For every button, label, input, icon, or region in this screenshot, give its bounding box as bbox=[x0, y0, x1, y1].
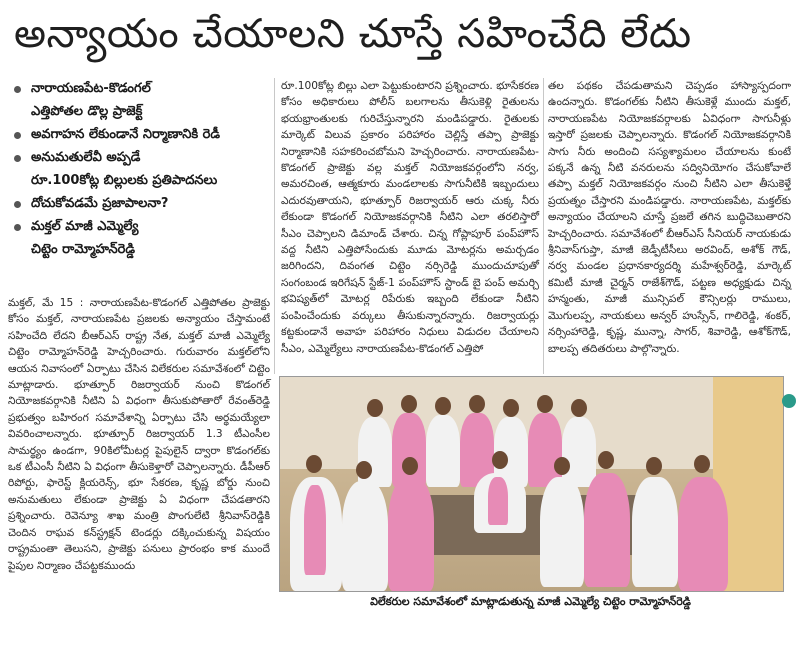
photo-person bbox=[388, 477, 434, 591]
highlight-bullets bbox=[8, 78, 270, 262]
photo-person bbox=[392, 413, 426, 487]
bullet-dot-icon bbox=[14, 224, 21, 231]
column-divider bbox=[274, 78, 275, 374]
press-meet-photo bbox=[279, 376, 784, 592]
photo-head bbox=[492, 451, 508, 469]
bullet-item bbox=[8, 78, 270, 101]
bullet-item bbox=[8, 216, 270, 239]
photo-head bbox=[537, 395, 553, 413]
photo-head bbox=[367, 399, 383, 417]
photo-person bbox=[342, 481, 388, 591]
photo-person bbox=[528, 413, 562, 487]
bullet-item bbox=[8, 193, 270, 216]
photo-head bbox=[401, 395, 417, 413]
photo-head bbox=[356, 461, 372, 479]
bullet-item bbox=[8, 170, 270, 193]
bullet-dot-icon bbox=[14, 201, 21, 208]
bullet-text: మక్తల్ మాజీ ఎమ్మెల్యే bbox=[31, 219, 139, 235]
photo-person bbox=[426, 415, 460, 487]
bullet-text: నారాయణపేట-కొడంగల్ bbox=[31, 81, 151, 97]
bullet-item bbox=[8, 124, 270, 147]
column-left bbox=[8, 78, 270, 572]
side-marker-icon bbox=[782, 394, 796, 408]
photo-head bbox=[503, 399, 519, 417]
photo-person bbox=[678, 477, 728, 591]
photo-head bbox=[571, 399, 587, 417]
bullet-text: రూ.100కోట్ల బిల్లులకు ప్రతిపాదనలు bbox=[31, 173, 218, 189]
photo-scarf bbox=[304, 485, 326, 575]
bullet-text: దోచుకోవడమే ప్రజాపాలనా? bbox=[31, 196, 169, 212]
bullet-dot-icon bbox=[14, 86, 21, 93]
photo-head bbox=[554, 457, 570, 475]
column-divider bbox=[543, 78, 544, 374]
photo-head bbox=[694, 455, 710, 473]
bullet-item bbox=[8, 147, 270, 170]
bullet-item bbox=[8, 101, 270, 124]
photo-person bbox=[584, 473, 630, 587]
bullet-text: చిట్టెం రామ్మోహన్‌రెడ్డి bbox=[31, 242, 135, 258]
photo-head bbox=[469, 395, 485, 413]
bullet-dot-icon bbox=[14, 155, 21, 162]
photo-person bbox=[540, 477, 584, 587]
bullet-text: ఎత్తిపోతల డొల్ల ప్రాజెక్ట్ bbox=[31, 104, 143, 120]
bullet-text: అనుమతులేవీ అప్పడే bbox=[31, 150, 141, 166]
article-body-part3: తల పథకం చేపడుతామని చెప్పడం హాస్యాస్పదంగా ఉందన్నారు. కొడంగల్‌కు నీటిని తీసుకెళ్లే ముందు మక్తల్, నారాయణపేట నియోజకవర్గాలకు ఏవిధంగా సాగునీళ్లు ఇస్తారో ప్రజలకు చెప్పాలన్నారు. కొడంగల్ నియోజకవర్గానికి సాగు నీరు అందించి సస్యశ్యామలం చేయాలను కుంటే పక్కనే ఉన్న నీటి వనరులను సద్వినియోగం చేసుకోవాలే తప్పా మక్తల్ నియోజకవర్గం నుంచి నీటిని ఎలా తీసుకెళ్తే ప్రయత్నం చేస్తారని మండిపడ్డారు. నారాయణపేట, మక్తల్‌కు అన్యాయం చేయాలని చూస్తే ప్రజలే తగిన బుద్ధిచెబుతారని హెచ్చరించారు. సమావేశంలో బీఆర్‌ఎస్ సీనియర్ నాయకుడు శ్రీనివాస్‌గుప్తా, మాజీ జెడ్పీటీసీలు అరవింద్, అశోక్ గౌడ్, నర్వ మండల ప్రధానకార్యదర్శి మహేశ్వర్‌రెడ్డి, మార్కెట్ కమిటీ మాజీ చైర్మన్ రాజేశ్‌గౌడ్, పట్టణ అధ్యక్షుడు చిన్న హన్మంతు, మాజీ మున్సిపల్ కౌన్సిలర్లు రాములు, మొగులప్ప, నాయకులు అన్వర్ హుస్సేన్, గాలిరెడ్డి, శంకర్, నర్సింహారెడ్డి, కృష్ణ, మున్నా, సాగర్, శివారెడ్డి, ఆశోక్‌గౌడ్, బాలప్ప తదితరులు పాల్గొన్నారు. bbox=[548, 80, 791, 355]
photo-person bbox=[632, 477, 678, 587]
bullet-item bbox=[8, 239, 270, 262]
bullet-dot-icon bbox=[14, 132, 21, 139]
photo-head bbox=[402, 457, 418, 475]
photo-scarf bbox=[488, 477, 508, 525]
article-body-part2: రూ.100కోట్ల బిల్లు ఎలా పెట్టుకుంటారని ప్రశ్నించారు. భూసేకరణ కోసం అధికారులు పోలీస్ బలగాలను తీసుకెళ్లి రైతులను భయభ్రాంతులకు గురిచేస్తున్నారని మండిపడ్డారు. రైతులకు మార్కెట్ విలువ ప్రకారం పరిహారం చెల్లిస్తే తప్పా ప్రాజెక్టు నిర్మాణానికి సహకరించబోమని హెచ్చరించారు. నారాయణపేట-కొడంగల్ ప్రాజెక్టు వల్ల మక్తల్ నియోజకవర్గంలోని నర్వ, అమరచింత, ఆత్మకూరు మండలాలకు సాగునీటికి ఇబ్బందులు ఎదురవుతాయని, భూత్పూర్ రిజర్వాయర్ ఆరు చుక్క నీరు లేకుండా కొడంగల్ నియోజకవర్గానికి నీటిని ఎలా తరలిస్తారో సీఎం చెప్పాలని డిమాండ్ చేశారు. చిన్న గోప్లాపూర్ పంప్‌హౌస్ వద్ద నీటిని ఎత్తిపోసేందుకు మూడు మోటర్లను అమర్చడం జరిగిందని, దివంగత చిట్టెం నర్సిరెడ్డి ముందుచూపుతో సంగంబండ ఇరిగేషన్ స్టేజ్-1 పంప్‌హౌస్ స్టాండ్ బై పంప్ అమర్చి భవిష్యత్‌లో మోటర్ల రిపేరుకు ఇబ్బంది లేకుండా నీటిని పంపించేందుకు వర్కులు తీసుకున్నారన్నారు. రిజర్వాయర్లు కట్టకుండానే అవాహ పరిహారం నిధులు విడుదల చేయాలని సీఎం, ఎమ్మెల్యేలు నారాయణపేట-కొడంగల్ ఎత్తిపో bbox=[281, 80, 539, 355]
photo-head bbox=[646, 457, 662, 475]
article-body-part1-cont bbox=[8, 295, 270, 605]
photo-head bbox=[435, 397, 451, 415]
photo-head bbox=[306, 455, 322, 473]
photo-caption: విలేకరుల సమావేశంలో మాట్లాడుతున్న మాజీ ఎమ్మెల్యే చిట్టెం రామ్మోహన్‌రెడ్డి bbox=[370, 595, 691, 608]
headline: అన్యాయం చేయాలని చూస్తే సహించేది లేదు bbox=[14, 11, 692, 57]
bullet-text: అవగాహన లేకుండానే నిర్మాణానికి రెడీ bbox=[31, 127, 221, 143]
photo-head bbox=[598, 451, 614, 469]
article-body-part1: మక్తల్, మే 15 : నారాయణపేట-కొడంగల్ ఎత్తిపోతల ప్రాజెక్టు కోసం మక్తల్, నారాయణపేట ప్రజలకు అన్యాయం చేస్తామంటే సహించేది లేదని బీఆర్‌ఎస్ రాష్ట్ర నేత, మక్తల్ మాజీ ఎమ్మెల్యే చిట్టెం రామ్మోహన్‌రెడ్డి హెచ్చరించారు. గురువారం మక్తల్‌లోని ఆయన నివాసంలో ఏర్పాటు చేసిన విలేకరుల సమావేశంలో చిట్టెం మాట్లాడారు. భూత్పూర్ రిజర్వాయర్ నుంచి కొడంగల్ నియోజకవర్గానికి నీటిని ఏ విధంగా తీసుకుపోతారో రేవంత్‌రెడ్డి ప్రభుత్వం బహిరంగ సమావేశాన్ని ఏర్పాటు చేసి అర్థమయ్యేలా వివరించాలన్నారు. భూత్పూర్ రిజర్వాయర్ 1.3 టీఎంసీల సామర్థ్యం ఉండగా, 90కిలోమీటర్ల పైపులైన్ ద్వారా కొడంగల్‌కు ఒక టీఎంసీ నీటిని ఏ విధంగా తీసుకెళ్తారో చెప్పాలన్నారు. డీపీఆర్ రిపోర్టు, ఫారెస్ట్ క్లియరెన్స్, భూ సేకరణ, కృష్ణ బోర్డు నుంచి అనుమతులు లేకుండా ప్రాజెక్టు ఏ విధంగా చేపడతారని ప్రశ్నించారు. రెవెన్యూ శాఖ మంత్రి పొంగులేటి శ్రీనివాస్‌రెడ్డికి చెందిన రాఘవ కన్‌స్ట్రక్షన్ టెండర్లు దక్కించుకున్న విషయం రాష్ట్రమంతా తెలుసని, ప్రాజెక్టు పనులు ప్రారంభం కాక ముందే పైపుల నిర్మాణం చేపట్టకముందు bbox=[8, 297, 270, 572]
